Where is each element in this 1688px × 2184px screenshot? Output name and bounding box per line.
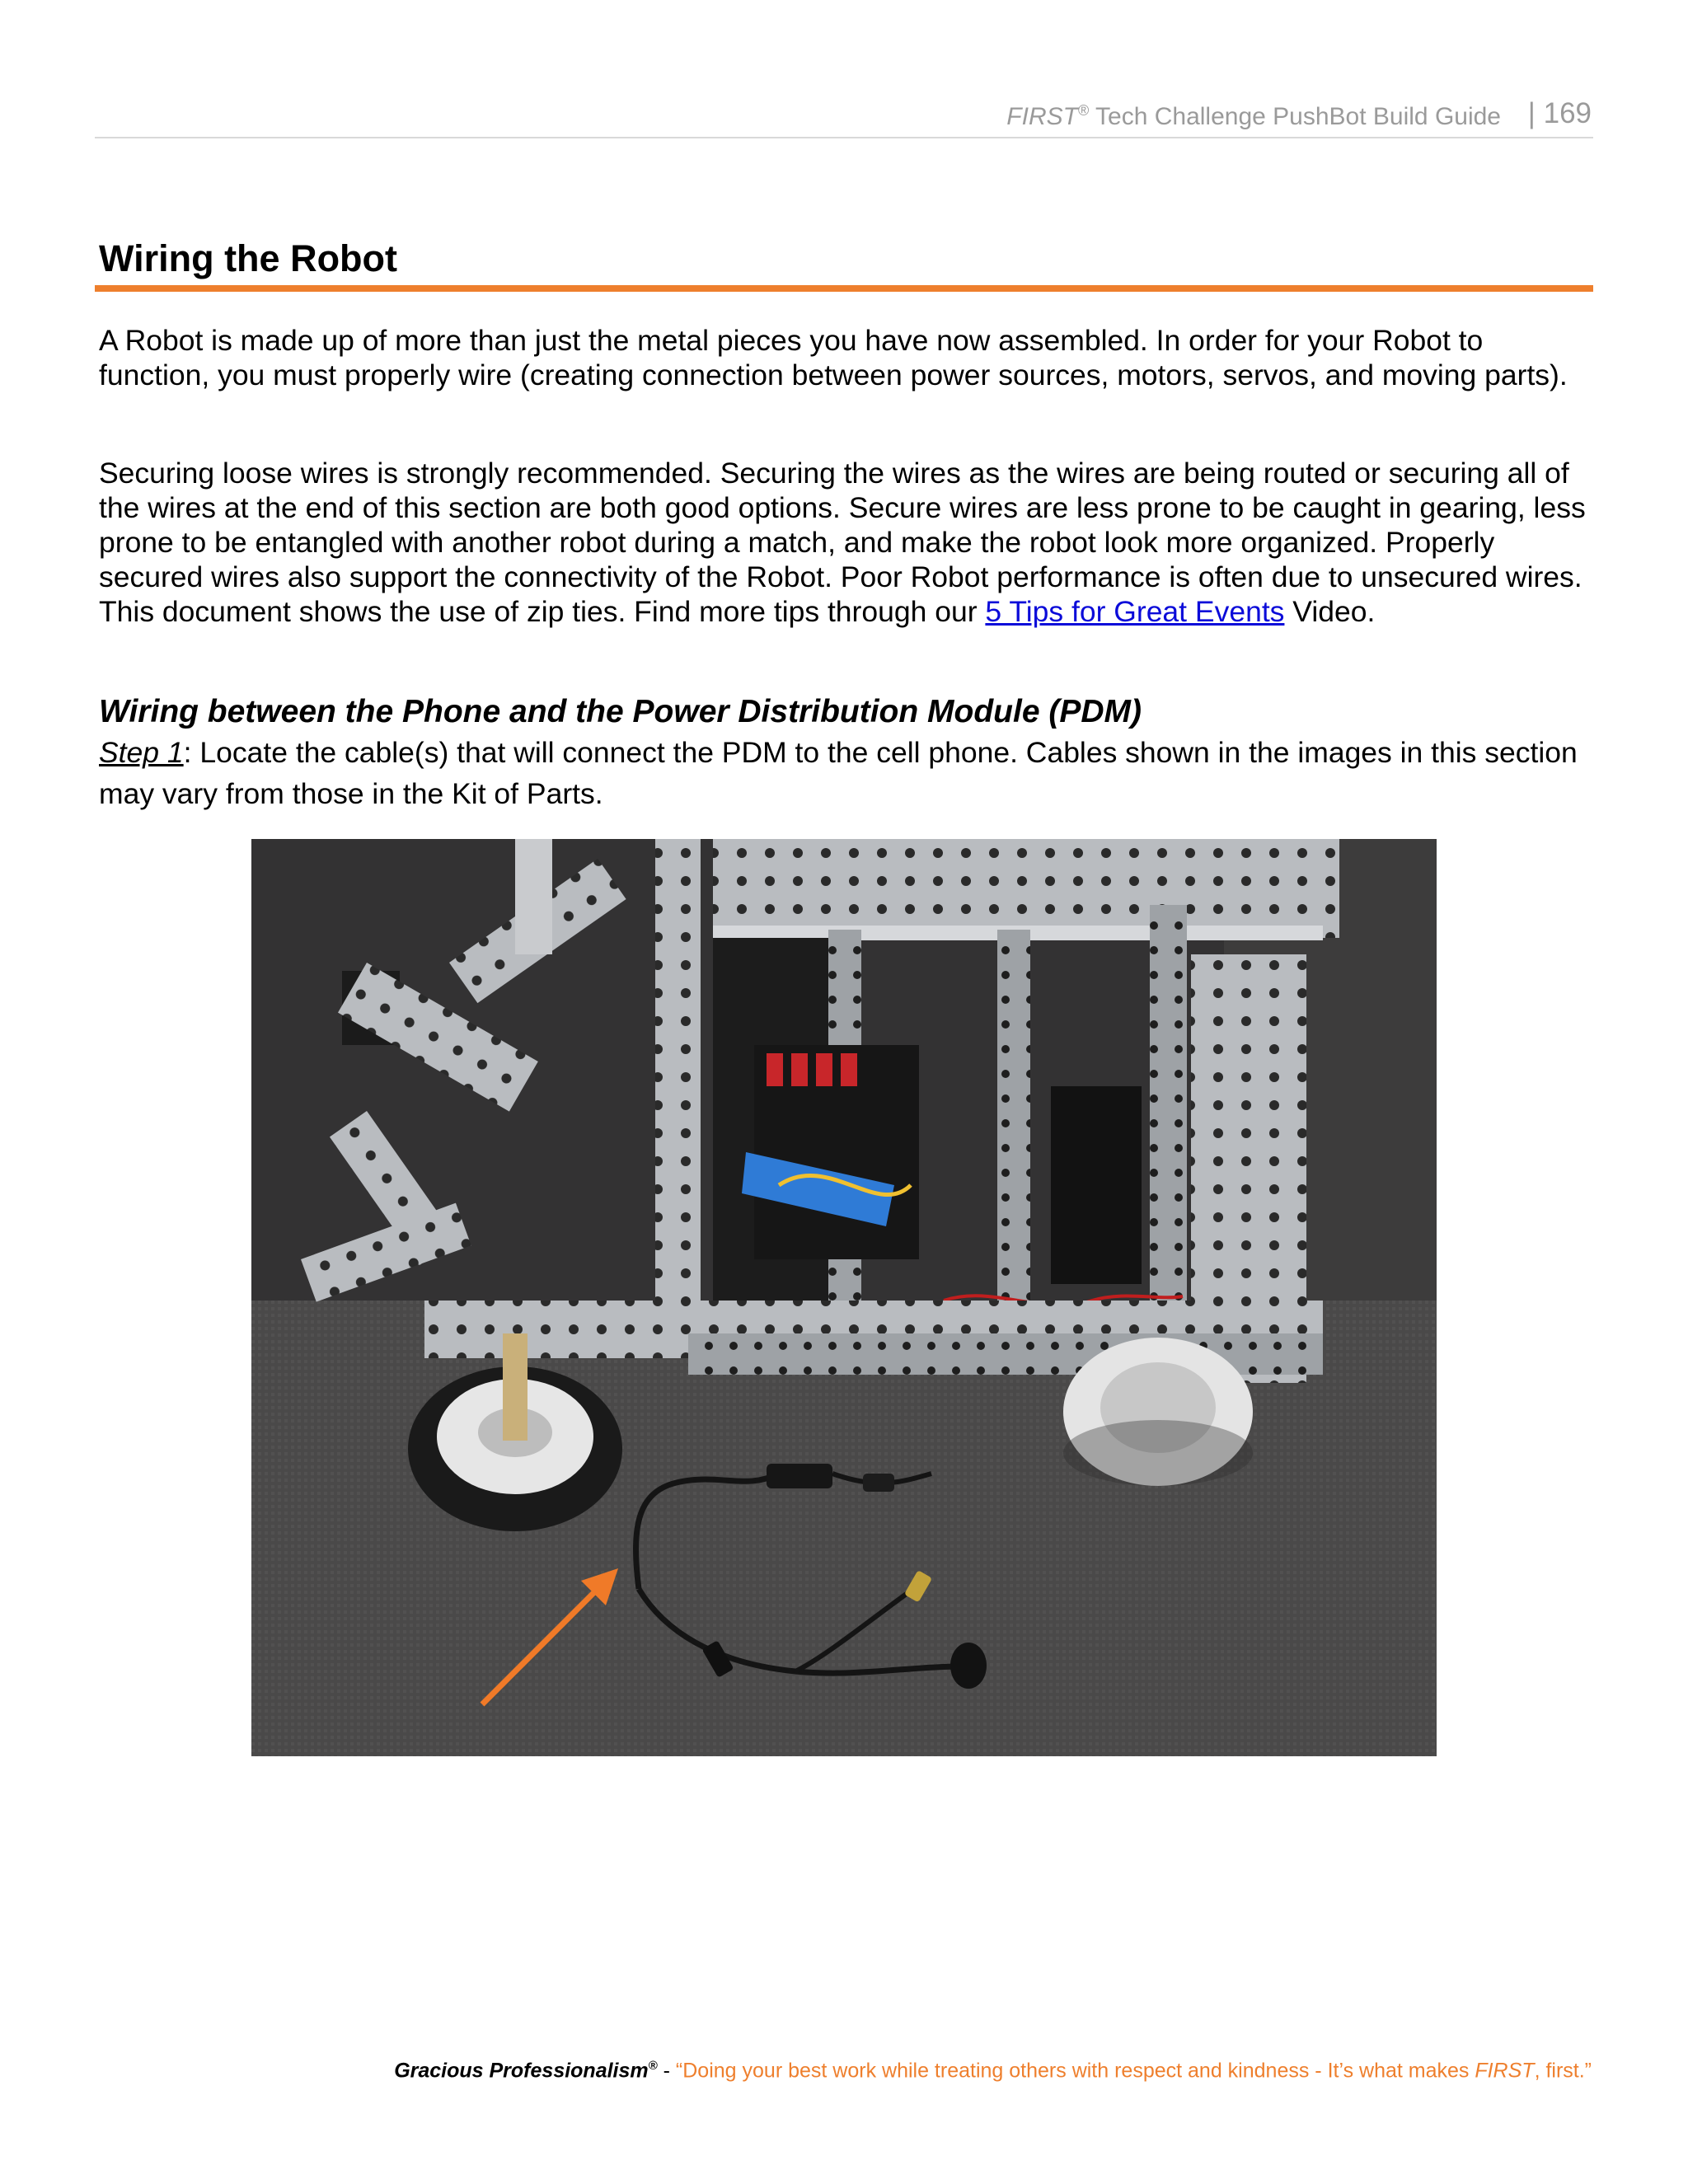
wires-paragraph [99,456,1599,629]
robot-servo [1051,1086,1142,1284]
tips-video-link[interactable]: 5 Tips for Great Events [985,595,1285,628]
header-brand: FIRST [1006,103,1078,130]
header-registered: ® [1077,102,1090,119]
step-1 [99,732,1599,814]
running-header [95,97,1593,138]
page-footer [394,2059,1592,2083]
subsection-title: Wiring between the Phone and the Power Distribution Module (PDM) [99,694,1142,729]
footer-quote-start: “Doing your best work while treating others with respect and kindness - It’s what makes [675,2059,1475,2083]
footer-registered: ® [648,2059,658,2073]
robot-cable-photo [251,839,1437,1756]
robot-top-frame [713,839,1339,938]
footer-quote-end: , first.” [1534,2059,1592,2083]
wires-paragraph-suffix: Video. [1284,595,1376,628]
section-title: Wiring the Robot [99,237,398,279]
wires-paragraph-text: Securing loose wires is strongly recommended. Securing the wires as the wires are being routed or securing all of the wires at the end of this section are both good options. Secure wires are less prone to be caught in gearing, less prone to be entangled with another robot during a match, and make the robot look more organized. Properly secured wires also support the connectivity of the Robot. Poor Robot performance is often due to unsecured wires. This document shows the use of zip ties. Find more tips through our [99,457,1586,628]
step-1-label: Step 1 [99,736,184,769]
page-number: | 169 [1527,97,1592,129]
robot-vertical-channel [655,839,701,1350]
header-title [1006,102,1501,131]
step-1-text: : Locate the cable(s) that will connect the PDM to the cell phone. Cables shown in the images in this section may vary from those in the Kit of Parts. [99,736,1578,810]
footer-separator: - [657,2059,676,2083]
footer-label: Gracious Professionalism [394,2059,649,2083]
section-divider [95,285,1593,292]
intro-paragraph: A Robot is made up of more than just the metal pieces you have now assembled. In order for your Robot to function, you must properly wire (creating connection between power sources, motors, servos, and moving parts). [99,324,1568,391]
header-title-text: Tech Challenge PushBot Build Guide [1089,103,1501,130]
footer-quote-brand: FIRST [1475,2059,1535,2083]
footer-quote [676,2059,1592,2082]
